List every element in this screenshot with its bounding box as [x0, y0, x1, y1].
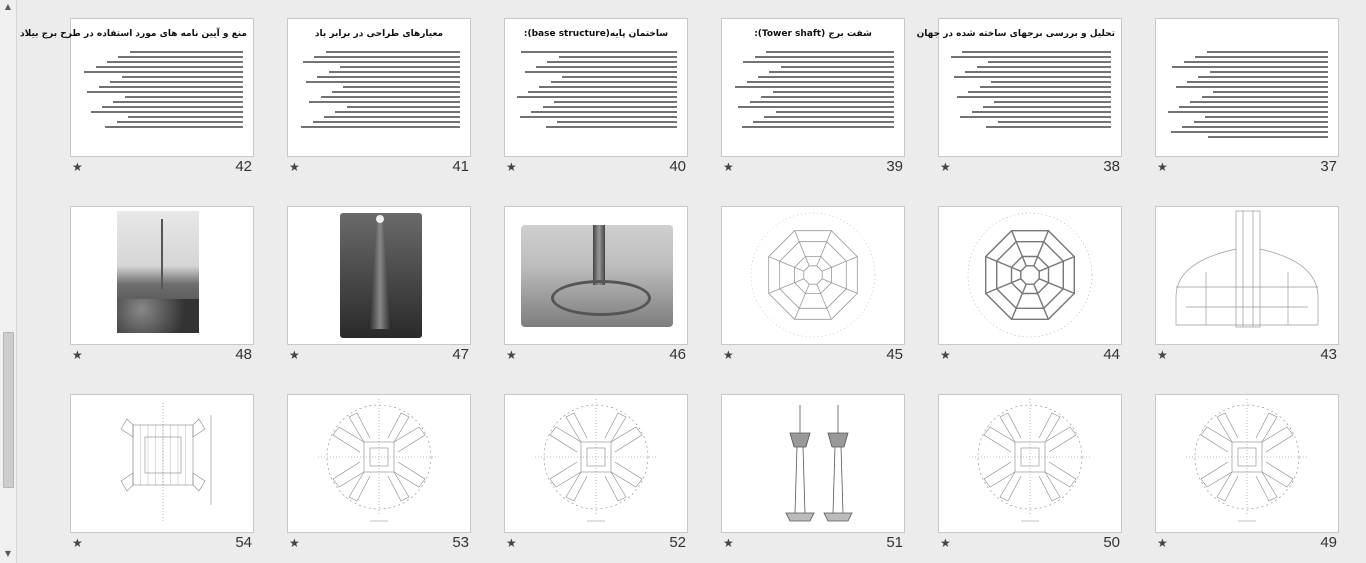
slide-thumbnail-43[interactable] — [1155, 206, 1339, 374]
slide-number: 39 — [886, 158, 903, 175]
slide-preview[interactable] — [504, 206, 688, 345]
slide-number: 51 — [886, 534, 903, 551]
slide-preview[interactable] — [721, 18, 905, 157]
bullet-lines — [515, 51, 677, 131]
slide-number: 53 — [452, 534, 469, 551]
slide-number: 46 — [669, 346, 686, 363]
slide-thumbnail-54[interactable] — [70, 394, 254, 562]
star-icon: ★ — [506, 536, 517, 550]
bullet-lines — [949, 51, 1111, 131]
slide-preview[interactable] — [20, 18, 254, 157]
slide-preview[interactable] — [1155, 18, 1339, 157]
star-icon: ★ — [1157, 536, 1168, 550]
slide-thumbnail-46[interactable] — [504, 206, 688, 374]
slide-thumbnail-41[interactable] — [287, 18, 471, 186]
slide-number: 42 — [235, 158, 252, 175]
tower-night-photo — [340, 213, 422, 338]
star-icon: ★ — [1157, 160, 1168, 174]
slide-preview[interactable] — [916, 18, 1122, 157]
slide-number: 43 — [1320, 346, 1337, 363]
drawing-graphic — [939, 395, 1121, 532]
star-icon: ★ — [72, 348, 83, 362]
tower-park-photo — [117, 211, 199, 333]
star-icon: ★ — [940, 160, 951, 174]
slide-thumbnail-49[interactable] — [1155, 394, 1339, 562]
slide-number: 37 — [1320, 158, 1337, 175]
slide-preview[interactable] — [70, 394, 254, 533]
slide-title: تحلیل و بررسی برجهای ساخته شده در جهان — [916, 29, 1115, 39]
bullet-lines — [1166, 51, 1328, 141]
slide-number: 40 — [669, 158, 686, 175]
star-icon: ★ — [72, 160, 83, 174]
bullet-lines — [81, 51, 243, 131]
slide-thumbnail-40[interactable] — [504, 18, 688, 186]
slide-preview[interactable] — [70, 206, 254, 345]
scroll-up-icon[interactable]: ▲ — [4, 2, 12, 11]
star-icon: ★ — [289, 348, 300, 362]
slide-thumbnail-44[interactable] — [938, 206, 1122, 374]
slide-preview[interactable] — [1155, 206, 1339, 345]
slide-number: 45 — [886, 346, 903, 363]
star-icon: ★ — [72, 536, 83, 550]
slide-number: 41 — [452, 158, 469, 175]
star-icon: ★ — [723, 536, 734, 550]
slide-thumbnail-47[interactable] — [287, 206, 471, 374]
slide-number: 38 — [1103, 158, 1120, 175]
slide-thumbnail-42[interactable] — [20, 18, 254, 186]
slide-number: 48 — [235, 346, 252, 363]
star-icon: ★ — [506, 348, 517, 362]
bullet-lines — [732, 51, 894, 131]
star-icon: ★ — [723, 160, 734, 174]
slide-number: 44 — [1103, 346, 1120, 363]
slide-preview[interactable] — [287, 18, 471, 157]
slide-number: 49 — [1320, 534, 1337, 551]
scroll-thumb[interactable] — [3, 332, 14, 488]
vertical-scrollbar[interactable] — [0, 0, 17, 563]
star-icon: ★ — [723, 348, 734, 362]
tower-construction-photo — [521, 225, 673, 327]
slide-preview[interactable] — [287, 394, 471, 533]
drawing-graphic — [1156, 207, 1338, 344]
slide-number: 47 — [452, 346, 469, 363]
slide-preview[interactable] — [721, 394, 905, 533]
slide-preview[interactable] — [1155, 394, 1339, 533]
slide-title: ساختمان پایه(base structure): — [523, 29, 669, 39]
slide-preview[interactable] — [504, 394, 688, 533]
slide-thumbnail-45[interactable] — [721, 206, 905, 374]
slide-thumbnail-52[interactable] — [504, 394, 688, 562]
drawing-graphic — [1156, 395, 1338, 532]
star-icon: ★ — [506, 160, 517, 174]
slide-thumbnail-50[interactable] — [938, 394, 1122, 562]
slide-title: منع و آیین نامه های مورد استفاده در طرح برج بیلاد — [20, 29, 247, 39]
slide-number: 54 — [235, 534, 252, 551]
star-icon: ★ — [289, 160, 300, 174]
slide-thumbnail-38[interactable] — [916, 18, 1122, 186]
slide-thumbnail-51[interactable] — [721, 394, 905, 562]
slide-preview[interactable] — [287, 206, 471, 345]
slide-preview[interactable] — [504, 18, 688, 157]
drawing-graphic — [939, 207, 1121, 344]
slide-preview[interactable] — [938, 394, 1122, 533]
slide-number: 52 — [669, 534, 686, 551]
scroll-down-icon[interactable]: ▼ — [4, 549, 12, 558]
star-icon: ★ — [289, 536, 300, 550]
slide-thumbnail-53[interactable] — [287, 394, 471, 562]
slide-thumbnail-48[interactable] — [70, 206, 254, 374]
star-icon: ★ — [940, 348, 951, 362]
drawing-graphic — [722, 207, 904, 344]
bullet-lines — [298, 51, 460, 131]
drawing-graphic — [288, 395, 470, 532]
slide-thumbnail-37[interactable] — [1155, 18, 1339, 186]
slide-number: 50 — [1103, 534, 1120, 551]
slide-title: معیارهای طراحی در برابر باد — [314, 29, 444, 39]
slide-preview[interactable] — [721, 206, 905, 345]
star-icon: ★ — [1157, 348, 1168, 362]
drawing-graphic — [505, 395, 687, 532]
slide-title: شفت برج (Tower shaft): — [754, 29, 872, 39]
drawing-graphic — [71, 395, 253, 532]
drawing-graphic — [722, 395, 904, 532]
star-icon: ★ — [940, 536, 951, 550]
slide-preview[interactable] — [938, 206, 1122, 345]
slide-thumbnail-39[interactable] — [721, 18, 905, 186]
